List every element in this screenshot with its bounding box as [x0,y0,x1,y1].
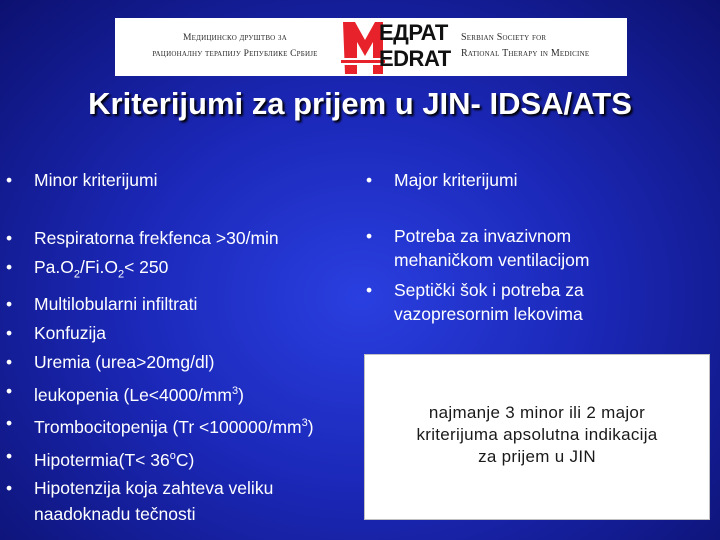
subscript: 2 [73,268,81,281]
indication-note [365,402,709,468]
superscript: 3 [301,417,308,430]
major-heading: • Major kriterijumi [362,166,517,195]
minor-item-text: leukopenia (Le<4000/mm [34,384,232,405]
superscript: o [169,450,176,463]
medrat-logo [339,18,455,76]
minor-item-text: Uremia (urea>20mg/dl) [34,351,215,372]
minor-item-text: /Fi.O [80,257,118,277]
banner-right-text [461,30,627,62]
minor-item-text: C) [175,449,195,470]
minor-item-text: < 250 [124,257,169,277]
minor-heading-block [2,166,157,195]
minor-item [2,475,324,527]
minor-item [2,253,324,290]
minor-item-text: ) [238,384,244,405]
society-banner [115,18,627,76]
slide-title: Kriterijumi za prijem u JIN- IDSA/ATS [88,86,632,121]
minor-item [2,319,324,348]
banner-left-line1: Медицинско друштво за [183,33,287,43]
minor-item-text: Hipotermia(T< 36 [34,449,170,470]
note-line: za prijem u JIN [478,447,596,466]
note-line: kriterijuma apsolutna indikacija [416,425,658,444]
minor-item-text: Pa.O [34,257,74,277]
minor-item [2,224,324,253]
minor-item [2,442,324,475]
minor-criteria-list [2,224,324,527]
minor-item-text: Konfuzija [34,322,106,343]
minor-item [2,377,324,410]
major-item: • Potreba za invazivnom mehaničkom ventilacijom [362,224,662,272]
banner-right-line1: Serbian Society for [461,32,547,43]
logo-word-cyrillic: ЕДРАТ [379,20,448,45]
minor-item-text: ) [307,417,314,438]
major-item: • Septički šok i potreba za vazopresornim lekovima [362,278,662,326]
superscript: 3 [231,384,239,397]
note-line: najmanje 3 minor ili 2 major [428,403,646,422]
banner-left-text [119,30,351,62]
minor-heading: • Minor kriterijumi [2,166,157,195]
minor-item [2,409,324,442]
logo-word-latin: EDRAT [379,46,451,71]
indication-note-box [364,354,710,520]
minor-item [2,290,324,319]
minor-item-text: Respiratorna frekfenca >30/min [34,228,279,248]
minor-item-text: Trombocitopenija (Tr <100000/mm [34,417,302,438]
major-heading-block [362,166,517,195]
banner-left-line2: рационалну терапију Републике Србије [152,49,318,59]
subscript: 2 [117,268,125,281]
banner-right-line2: Rational Therapy in Medicine [461,48,590,59]
minor-item [2,348,324,377]
minor-item-text: Multilobularni infiltrati [34,293,198,314]
major-criteria-list [362,224,662,332]
minor-item-text: Hipotenzija koja zahteva veliku naadoknadu tečnosti [34,477,274,524]
